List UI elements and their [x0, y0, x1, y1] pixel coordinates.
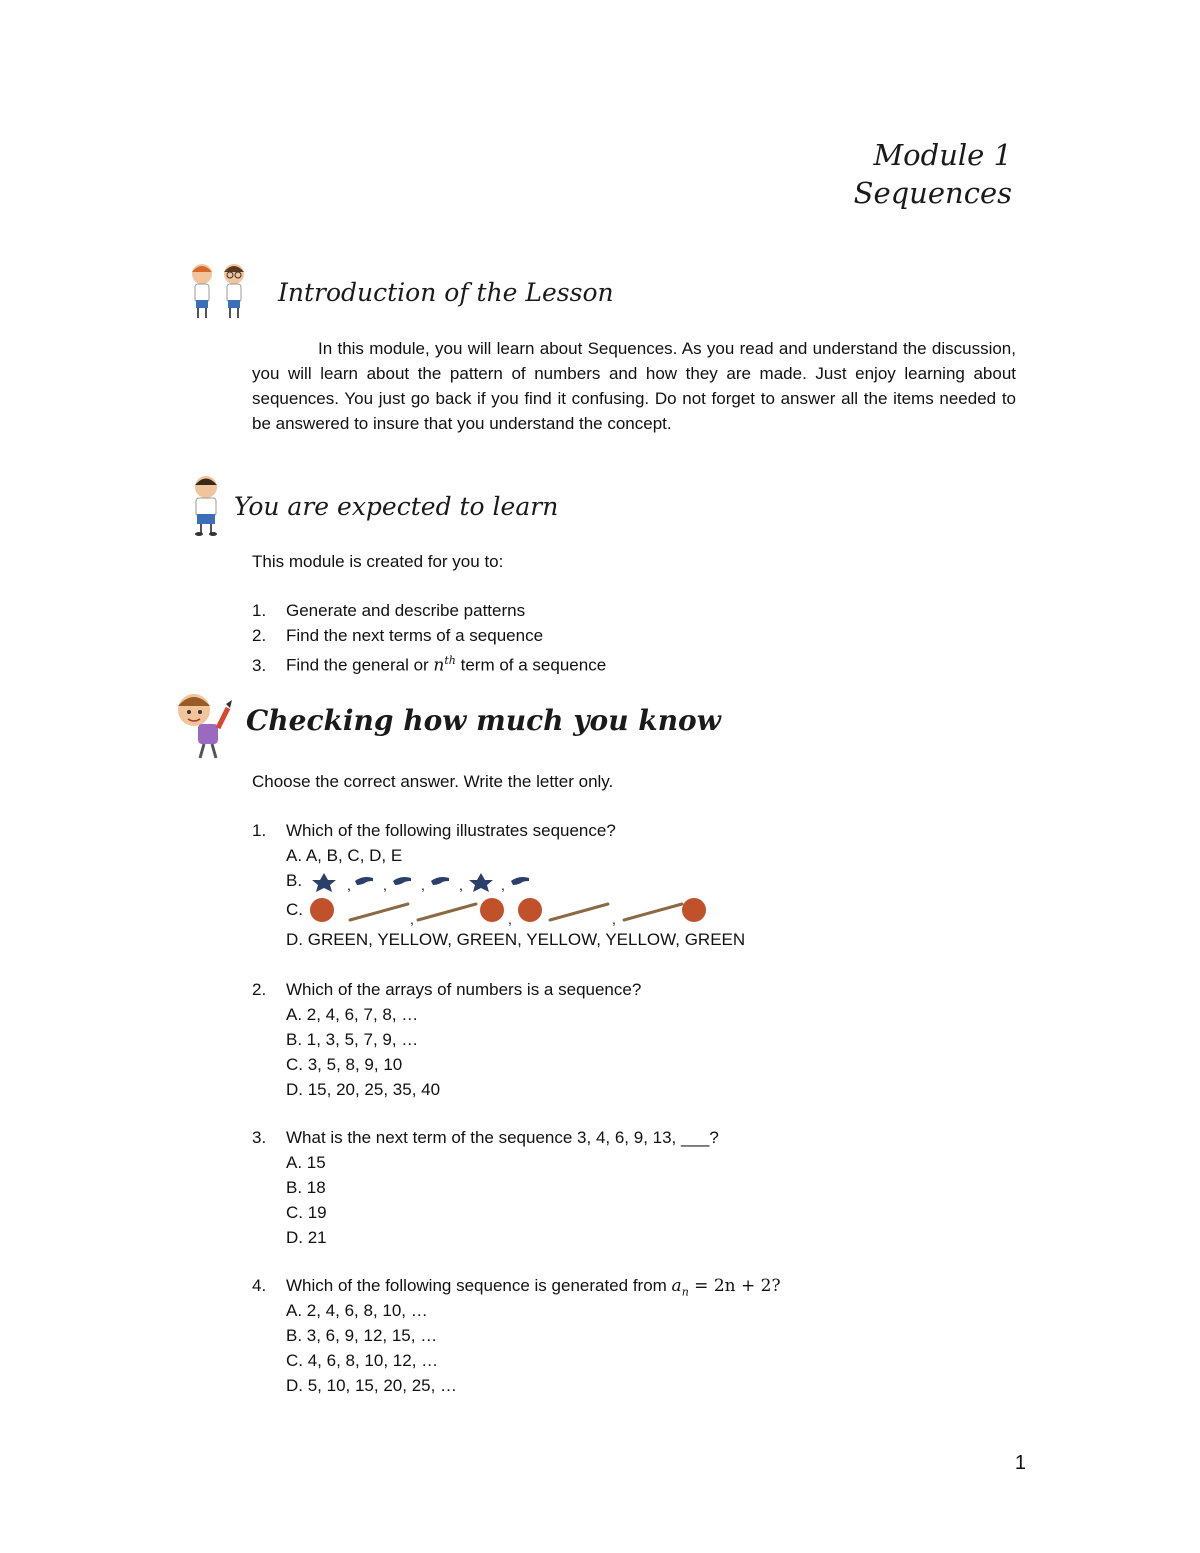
list-text-tail: term of a sequence: [455, 655, 607, 675]
list-number: 2.: [252, 626, 267, 645]
list-text: Find the general or: [286, 655, 434, 675]
question-stem: [252, 1125, 719, 1150]
star-icon: [469, 873, 493, 892]
comma: ,: [507, 910, 512, 926]
basketball-icon: [682, 898, 706, 922]
math-th: th: [444, 654, 456, 667]
intro-title: Introduction of the Lesson: [278, 278, 614, 307]
list-text: Find the next terms of a sequence: [286, 626, 544, 645]
question-stem: [252, 818, 745, 843]
question-text: Which of the following sequence is generated from: [286, 1276, 672, 1295]
option-b: B. 1, 3, 5, 7, 9, …: [286, 1030, 419, 1049]
objectives-title: You are expected to learn: [234, 492, 559, 521]
formula-sub: n: [681, 1285, 689, 1299]
question-text: Which of the arrays of numbers is a sequence?: [286, 980, 642, 999]
list-item: [252, 598, 606, 623]
question-text: What is the next term of the sequence 3, 4, 6, 9, 13, ___?: [286, 1128, 719, 1147]
comma: ,: [409, 910, 414, 926]
hand-icon: [431, 877, 449, 885]
option-d: D. GREEN, YELLOW, GREEN, YELLOW, YELLOW, GREEN: [286, 930, 746, 949]
hand-icon: [355, 877, 373, 885]
question-3: [252, 1125, 719, 1250]
star-icon: [312, 873, 336, 892]
option-a: A. A, B, C, D, E: [286, 846, 403, 865]
hand-icon: [511, 877, 529, 885]
ball-bat-pattern-icon: [308, 896, 708, 926]
option-c: C. 19: [286, 1203, 327, 1222]
option-a: A. 2, 4, 6, 7, 8, …: [286, 1005, 419, 1024]
list-item: [252, 648, 607, 676]
option-d: D. 15, 20, 25, 35, 40: [286, 1080, 441, 1099]
comma: ,: [382, 876, 387, 893]
question-stem: [252, 1273, 781, 1298]
question-4: [252, 1273, 781, 1398]
comma: ,: [346, 876, 351, 893]
bat-icon: [550, 904, 608, 920]
question-number: 4.: [252, 1276, 267, 1295]
module-topic: Sequences: [853, 176, 1012, 210]
math-n: n: [433, 655, 445, 676]
question-text: Which of the following illustrates sequence?: [286, 821, 616, 840]
intro-paragraph: In this module, you will learn about Sequences. As you read and understand the discussion, you will learn about the pattern of numbers and how they are made. Just enjoy learning about sequences. You just go back if you find it confusing. Do not forget to answer all the items needed to be answered to insure that you understand the concept.: [252, 339, 1016, 433]
option-a: A. 15: [286, 1153, 326, 1172]
question-number: 3.: [252, 1128, 267, 1147]
question-stem: [252, 977, 641, 1002]
option-c: C. 4, 6, 8, 10, 12, …: [286, 1351, 439, 1370]
question-number: 2.: [252, 980, 267, 999]
question-number: 1.: [252, 821, 267, 840]
option-b: B. 3, 6, 9, 12, 15, …: [286, 1326, 438, 1345]
question-1: [252, 818, 745, 952]
star-hand-pattern-icon: [307, 871, 537, 893]
hand-icon: [393, 877, 411, 885]
option-b: B. 18: [286, 1178, 326, 1197]
comma: ,: [458, 876, 463, 893]
list-item: [252, 623, 606, 648]
pretest-instruction: Choose the correct answer. Write the letter only.: [252, 772, 614, 791]
kid-with-pencil-illustration: [170, 688, 240, 765]
module-label: Module 1: [873, 138, 1012, 172]
bat-icon: [350, 904, 408, 920]
question-2: [252, 977, 641, 1102]
page-number: 1: [1014, 1452, 1026, 1474]
bat-icon: [418, 904, 476, 920]
comma: ,: [611, 910, 616, 926]
option-c-label: C.: [286, 900, 303, 919]
objectives-list: [252, 598, 607, 676]
two-kids-illustration: [186, 262, 254, 325]
comma: ,: [500, 876, 505, 893]
list-number: 1.: [252, 601, 267, 620]
bat-icon: [624, 904, 682, 920]
comma: ,: [420, 876, 425, 893]
pretest-title: Checking how much you know: [246, 704, 721, 737]
list-text: Generate and describe patterns: [286, 601, 526, 620]
formula-a: a: [671, 1276, 682, 1296]
option-c: C. 3, 5, 8, 9, 10: [286, 1055, 403, 1074]
basketball-icon: [480, 898, 504, 922]
formula-rest: = 2n + 2?: [688, 1276, 781, 1296]
option-d: D. 5, 10, 15, 20, 25, …: [286, 1376, 458, 1395]
option-c: [286, 893, 745, 927]
objectives-lead: This module is created for you to:: [252, 552, 504, 571]
basketball-icon: [518, 898, 542, 922]
list-number: 3.: [252, 655, 267, 675]
option-b: [286, 868, 745, 893]
boy-illustration: [186, 475, 226, 542]
option-b-label: B.: [286, 871, 303, 890]
option-d: D. 21: [286, 1228, 327, 1247]
basketball-icon: [310, 898, 334, 922]
option-a: A. 2, 4, 6, 8, 10, …: [286, 1301, 428, 1320]
